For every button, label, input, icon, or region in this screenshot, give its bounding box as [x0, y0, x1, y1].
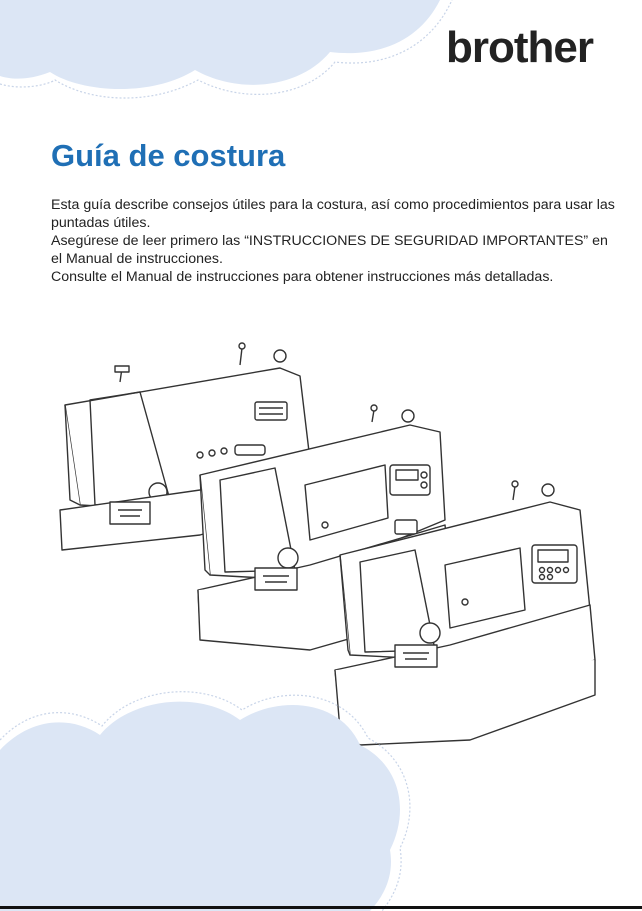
intro-text: [51, 196, 616, 286]
intro-paragraph: Asegúrese de leer primero las “INSTRUCCIONES DE SEGURIDAD IMPORTANTES” en el Manual de instrucciones.: [51, 233, 608, 267]
cloud-decoration-bottom: [0, 690, 642, 911]
intro-paragraph: Esta guía describe consejos útiles para la costura, así como procedimientos para usar las puntadas útiles.: [51, 197, 615, 231]
brand-logo: brother: [446, 23, 593, 72]
intro-paragraph: Consulte el Manual de instrucciones para obtener instrucciones más detalladas.: [51, 269, 554, 285]
bottom-rule: [0, 906, 642, 909]
page-title: Guía de costura: [51, 138, 286, 173]
